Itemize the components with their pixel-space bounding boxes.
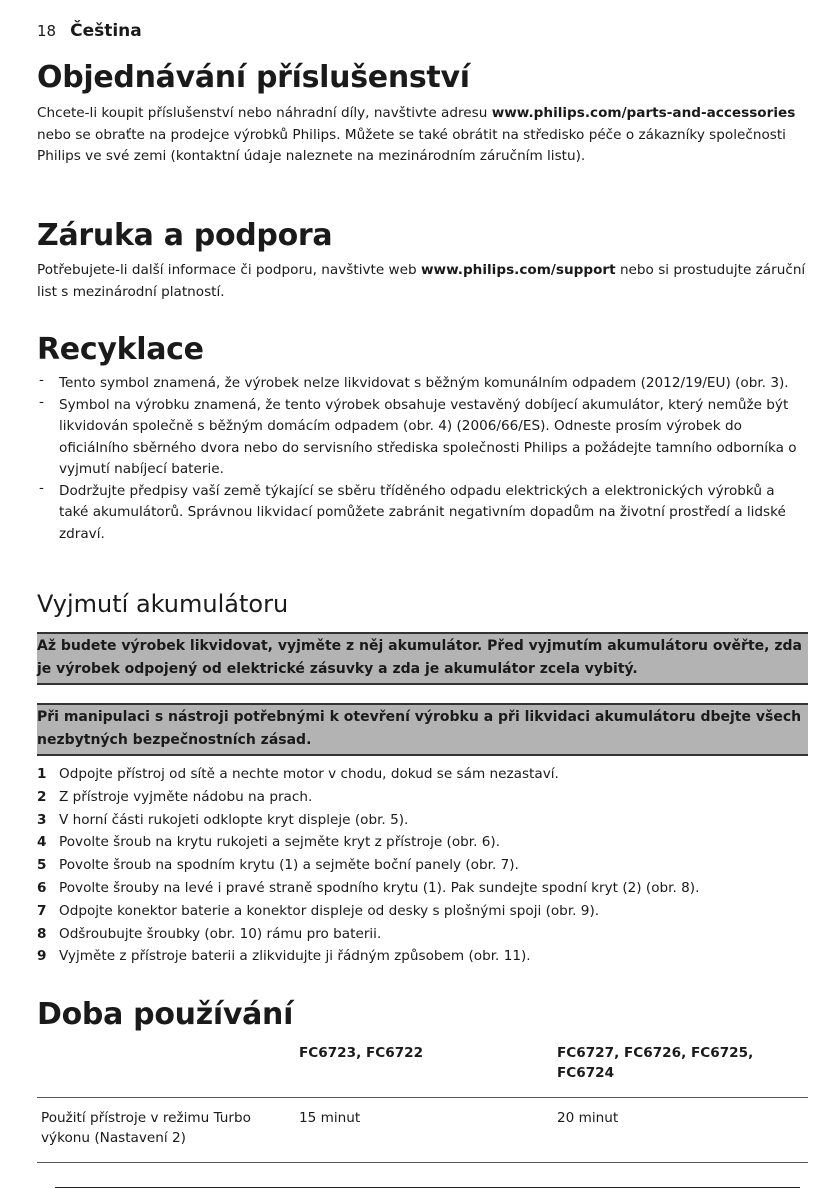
step-item xyxy=(37,854,808,877)
footer-rule xyxy=(55,1187,800,1188)
step-item xyxy=(37,945,808,968)
usage-table xyxy=(37,1037,808,1163)
page-header xyxy=(37,21,808,41)
step-text: Odpojte přístroj od sítě a nechte motor v chodu, dokud se sám nezastaví. xyxy=(59,766,559,782)
step-number: 5 xyxy=(37,857,47,874)
removal-steps xyxy=(37,763,808,968)
caution-box: Při manipulaci s nástroji potřebnými k otevření výrobku a při likvidaci akumulátoru dbejte všech nezbytných bezpečnostních zásad. xyxy=(37,703,808,756)
table-cell: 20 minut xyxy=(553,1098,808,1163)
usage-time-heading: Doba používání xyxy=(37,997,294,1032)
step-item xyxy=(37,831,808,854)
step-text: Odpojte konektor baterie a konektor displeje od desky s plošnými spoji (obr. 9). xyxy=(59,902,600,919)
recycling-heading: Recyklace xyxy=(37,332,204,367)
warranty-heading: Záruka a podpora xyxy=(37,218,333,253)
table-row xyxy=(37,1098,808,1163)
table-header-row xyxy=(37,1037,808,1098)
step-text: Odšroubujte šroubky (obr. 10) rámu pro baterii. xyxy=(59,925,382,942)
step-number: 1 xyxy=(37,766,47,782)
text: Chcete-li koupit příslušenství nebo náhradní díly, navštivte adresu xyxy=(37,105,492,121)
step-number: 2 xyxy=(37,788,47,805)
text: nebo si prostudujte záruční list s mezinárodní platností. xyxy=(37,262,806,300)
step-text: Z přístroje vyjměte nádobu na prach. xyxy=(59,788,313,805)
table-cell: 15 minut xyxy=(295,1098,553,1163)
column-header: FC6723, FC6722 xyxy=(299,1045,424,1061)
table-cell: Použití přístroje v režimu Turbo výkonu (Nastavení 2) xyxy=(37,1098,295,1163)
text: nebo se obraťte na prodejce výrobků Philips. Můžete se také obrátit na středisko péče o zákazníky společnosti Philips ve své zemi (kontaktní údaje naleznete na mezinárodním záručním listu). xyxy=(37,126,786,164)
step-item xyxy=(37,877,808,900)
text: Potřebujete-li další informace či podporu, navštivte web xyxy=(37,262,421,278)
step-number: 4 xyxy=(37,834,47,851)
step-number: 3 xyxy=(37,811,47,828)
usage-table-wrap xyxy=(37,1037,808,1163)
accessories-text xyxy=(37,103,808,168)
support-link[interactable]: www.philips.com/support xyxy=(420,262,616,278)
column-header: FC6727, FC6726, FC6725, FC6724 xyxy=(557,1045,754,1081)
warning-box: Až budete výrobek likvidovat, vyjměte z něj akumulátor. Před vyjmutím akumulátoru ověřte, zda je výrobek odpojený od elektrické zásuvky a zda je akumulátor zcela vybitý. xyxy=(37,632,808,685)
page-number: 18 xyxy=(37,22,57,40)
column-header xyxy=(37,1037,295,1098)
accessories-heading: Objednávání příslušenství xyxy=(37,60,470,95)
step-item xyxy=(37,900,808,923)
step-item xyxy=(37,923,808,946)
step-text: V horní části rukojeti odklopte kryt displeje (obr. 5). xyxy=(59,811,409,828)
step-item xyxy=(37,786,808,809)
language-label: Čeština xyxy=(70,21,142,41)
step-text: Povolte šrouby na levé i pravé straně spodního krytu (1). Pak sundejte spodní kryt (2) (obr. 8). xyxy=(59,879,700,896)
step-text: Vyjměte z přístroje baterii a zlikvidujte ji řádným způsobem (obr. 11). xyxy=(59,948,531,965)
list-item: - Symbol na výrobku znamená, že tento výrobek obsahuje vestavěný dobíjecí akumulátor, který nemůže být likvidován společně s běžným domácím odpadem (obr. 4) (2006/66/ES). Odneste prosím výrobek do oficiálního sběrného dvora nebo do servisního střediska společnosti Philips a požádejte tamního odborníka o vyjmutí nabíjecí baterie. xyxy=(37,395,808,481)
list-item: - Dodržujte předpisy vaší země týkající se sběru tříděného odpadu elektrických a elektronických výrobků a také akumulátorů. Správnou likvidací pomůžete zabránit negativním dopadům na životní prostředí a lidské zdraví. xyxy=(37,481,808,546)
recycling-list xyxy=(37,373,808,545)
warranty-text xyxy=(37,260,808,303)
step-text: Povolte šroub na krytu rukojeti a sejměte kryt z přístroje (obr. 6). xyxy=(59,834,501,851)
battery-removal-heading: Vyjmutí akumulátoru xyxy=(37,590,289,618)
step-text: Povolte šroub na spodním krytu (1) a sejměte boční panely (obr. 7). xyxy=(59,857,519,874)
step-item xyxy=(37,809,808,832)
step-number: 7 xyxy=(37,902,47,919)
step-number: 8 xyxy=(37,925,47,942)
step-number: 6 xyxy=(37,879,47,896)
step-item xyxy=(37,763,808,786)
list-item: - Tento symbol znamená, že výrobek nelze likvidovat s běžným komunálním odpadem (2012/19/EU) (obr. 3). xyxy=(37,373,808,395)
parts-link[interactable]: www.philips.com/parts-and-accessories xyxy=(491,105,796,121)
step-number: 9 xyxy=(37,948,47,965)
